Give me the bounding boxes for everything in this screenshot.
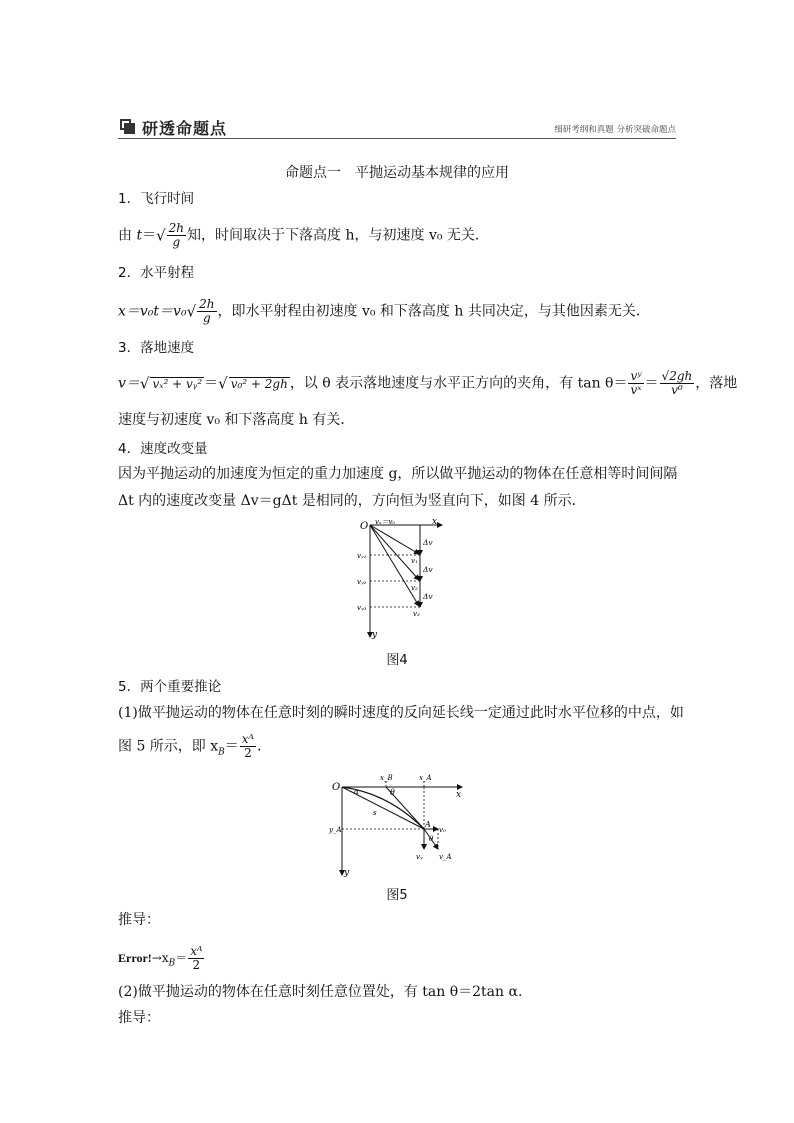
fig4-dv-label-1: Δv xyxy=(423,538,433,547)
figure-4 xyxy=(350,515,460,643)
s5-p1-fraction: $\frac{\text{xᴬ}}{2}$ xyxy=(241,732,255,760)
fig4-dv-label-3: Δv xyxy=(423,592,433,601)
section-header-title: 研透命题点 xyxy=(142,119,228,138)
fig4-v1-label: v₁ xyxy=(411,557,418,565)
fig4-v2-label: v₂ xyxy=(411,584,418,592)
fig5-theta-label: θ xyxy=(390,788,395,797)
figure-5-diagram xyxy=(328,773,468,879)
s3-formula-line: v＝√ vₓ² + vᵧ² ＝√ v₀² + 2gh ，以 θ 表示落地速度与水平正方向的夹角，有 tan θ＝ $\frac{\text{vʸ}}{\text{vˣ}}$ ＝ $\frac{√2gh}{\text{v⁰}}$ ，落地 xyxy=(118,369,738,397)
s5-p1-line1: (1)做平抛运动的物体在任意时刻的瞬时速度的反向延长线一定通过此时水平位移的中点，如 xyxy=(118,705,684,721)
s5-derive-fraction: $\frac{\text{xᴬ}}{2}$ xyxy=(190,944,203,972)
figure-4-diagram xyxy=(350,515,460,643)
figure-5-caption: 图5 xyxy=(386,888,408,903)
fig4-vy2-label: vᵧ₂ xyxy=(357,578,367,586)
fig5-theta2-label: θ xyxy=(429,835,434,843)
fig4-vy3-label: vᵧ₃ xyxy=(357,604,367,612)
fig5-yA-label: y_A xyxy=(329,826,342,834)
fig5-vy-label: vᵧ xyxy=(416,853,423,861)
fig4-v3-vector xyxy=(370,525,419,606)
figure-4-caption: 图4 xyxy=(386,653,408,668)
s5-derive-formula: $Error!\to x_B=$ $\frac{\text{xᴬ}}{2}$ xyxy=(118,944,203,972)
fig4-v2-vector xyxy=(370,525,419,580)
s2-heading: 2．水平射程 xyxy=(118,265,195,281)
s2-fraction: $\frac{2h}{g}$ xyxy=(199,297,215,325)
fig5-xA-label: x_A xyxy=(419,774,432,782)
fig5-x-label: x xyxy=(456,790,462,800)
fig5-alpha-label: α xyxy=(354,788,359,796)
s1-fraction: $\frac{2h}{g}$ xyxy=(168,221,185,249)
s1-formula-line: 由 t＝√ $\frac{2h}{g}$ 知，时间取决于下落高度 h，与初速度 v₀ 无关． xyxy=(118,221,489,249)
s5-heading: 5．两个重要推论 xyxy=(118,679,222,695)
fig5-A-label: A xyxy=(425,820,431,829)
fig4-y-label: y xyxy=(372,630,378,640)
s3-fraction-1: $\frac{\text{vʸ}}{\text{vˣ}}$ xyxy=(630,369,642,397)
s5-derive-label-1: 推导： xyxy=(118,912,160,928)
fig5-xB-label: x_B xyxy=(380,774,393,782)
fig5-origin-label: O xyxy=(332,782,341,793)
fig4-origin-label: O xyxy=(360,521,369,532)
s3-line2: 速度与初速度 v₀ 和下落高度 h 有关． xyxy=(118,412,355,428)
fig5-vA-label: v_A xyxy=(439,853,452,861)
s3-fraction-2: $\frac{√2gh}{\text{v⁰}}$ xyxy=(661,369,693,397)
s3-heading: 3．落地速度 xyxy=(118,340,195,356)
header-divider xyxy=(118,138,676,139)
s4-line1: 因为平抛运动的加速度为恒定的重力加速度 g，所以做平抛运动的物体在任意相等时间间隔 xyxy=(118,466,678,482)
figure-5 xyxy=(328,773,468,879)
s4-line2: Δt 内的速度改变量 Δv＝gΔt 是相同的，方向恒为竖直向下，如图 4 所示． xyxy=(118,493,586,509)
fig4-v3-label: v₃ xyxy=(413,610,420,618)
s1-heading: 1．飞行时间 xyxy=(118,191,195,207)
square-bullet-icon xyxy=(120,119,135,134)
topic-title: 命题点一 平抛运动基本规律的应用 xyxy=(285,165,509,181)
s5-p2: (2)做平抛运动的物体在任意时刻任意位置处，有 tan θ＝2tan α. xyxy=(118,984,523,1000)
section-header xyxy=(118,116,676,138)
fig4-dv-label-2: Δv xyxy=(423,565,433,574)
fig4-vy1-label: vᵧ₁ xyxy=(357,552,367,560)
fig5-v0-label: v₀ xyxy=(439,826,446,834)
s5-derive-label-2: 推导： xyxy=(118,1010,160,1026)
fig5-s-label: s xyxy=(373,809,377,817)
fig4-x-label: x xyxy=(432,517,438,527)
fig4-vx-label: vₓ＝v₀ xyxy=(375,518,396,526)
fig5-y-label: y xyxy=(344,868,350,878)
s2-formula-line: x＝v₀t＝v₀√ $\frac{2h}{g}$ ，即水平射程由初速度 v₀ 和下落高度 h 共同决定，与其他因素无关． xyxy=(118,297,650,325)
error-text: Error! xyxy=(118,951,152,965)
fig4-v1-vector xyxy=(370,525,419,554)
s5-p1-line2: 图 5 所示，即 $x_B=$ $\frac{\text{xᴬ}}{2}$ . xyxy=(118,732,262,760)
s4-heading: 4．速度改变量 xyxy=(118,441,208,457)
section-header-subtitle: 细研考纲和真题 分析突破命题点 xyxy=(554,125,676,135)
